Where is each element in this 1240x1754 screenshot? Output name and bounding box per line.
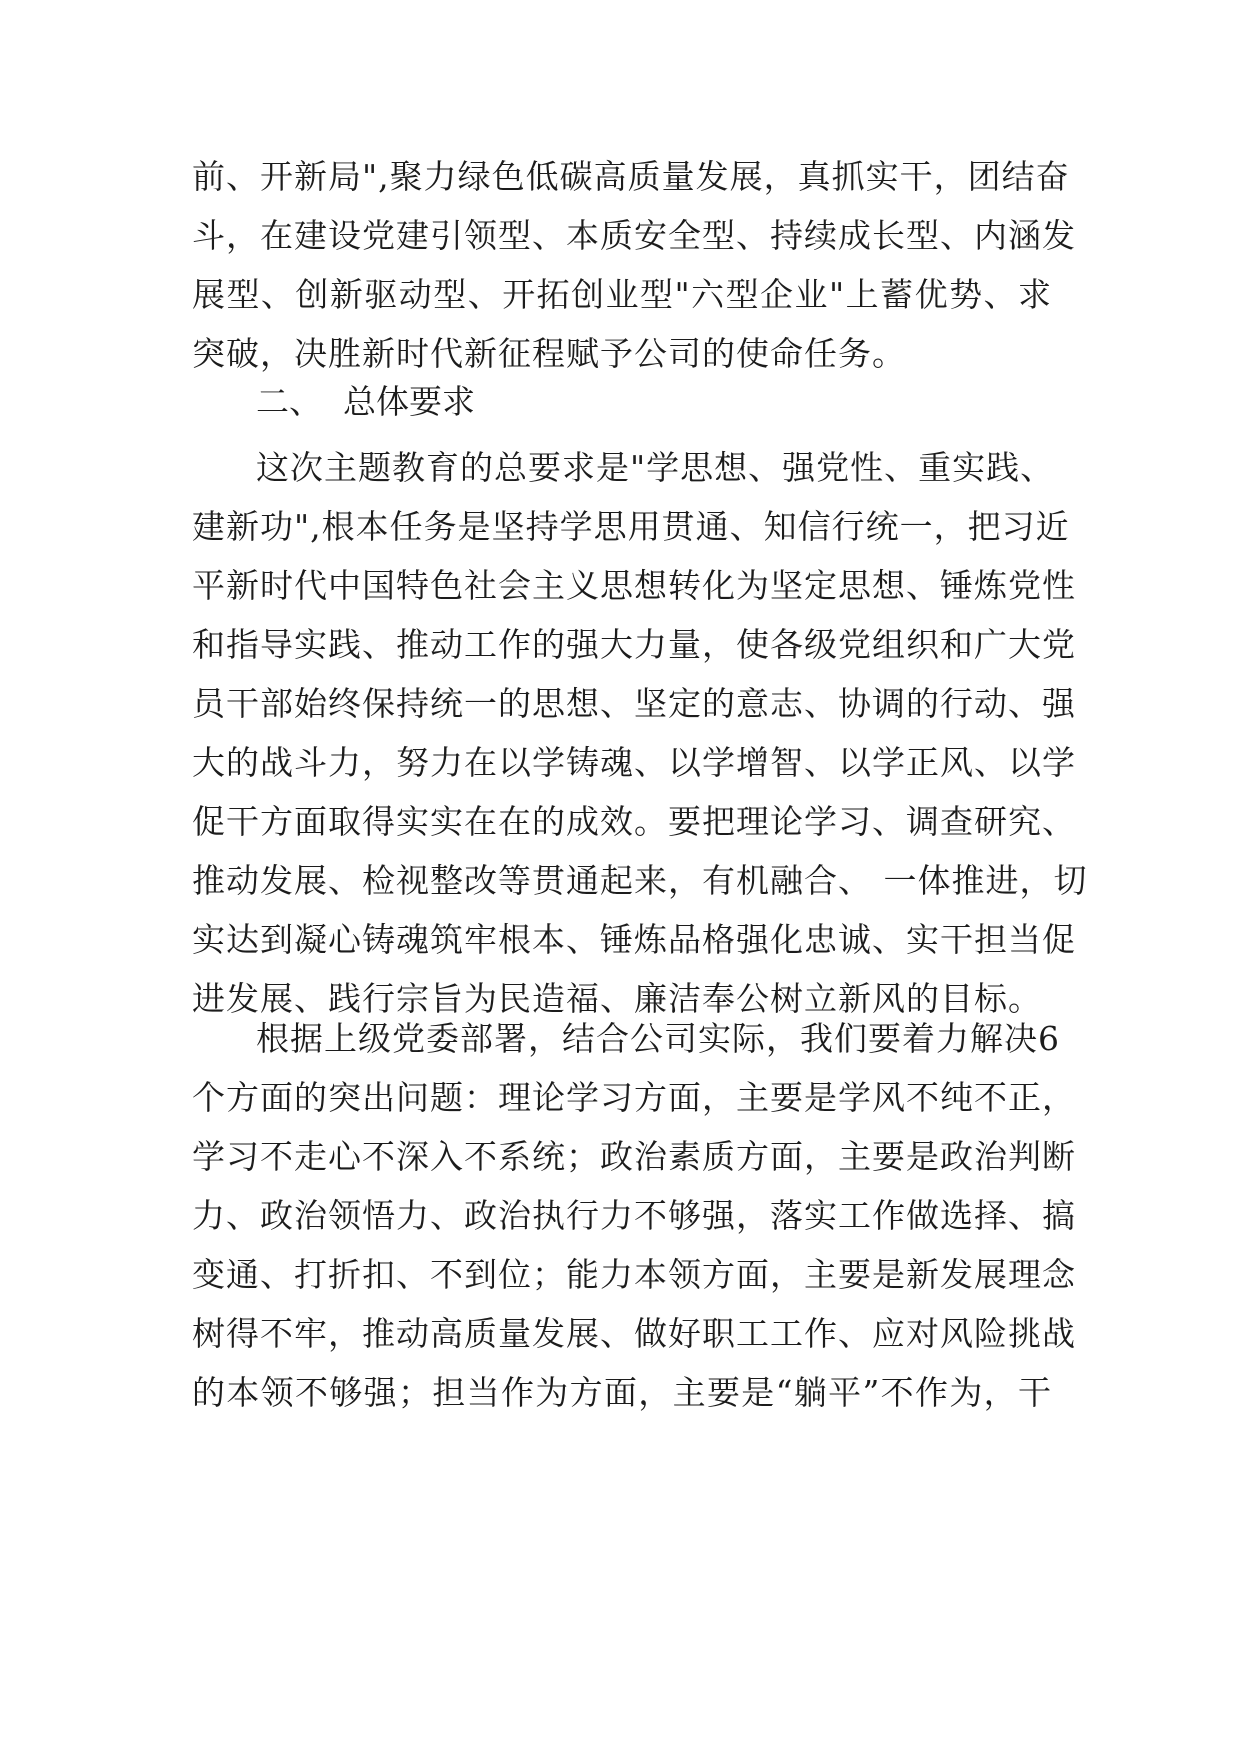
text-line: 实达到凝心铸魂筑牢根本、锤炼品格强化忠诚、实干担当促	[192, 920, 1076, 959]
text-line: 斗，在建设党建引领型、本质安全型、持续成长型、内涵发	[192, 216, 1076, 255]
text-line: 展型、创新驱动型、开拓创业型"六型企业"上蓄优势、求	[192, 275, 1052, 314]
text-line: 树得不牢，推动高质量发展、做好职工工作、应对风险挑战	[192, 1314, 1076, 1353]
text-line: 促干方面取得实实在在的成效。要把理论学习、调查研究、	[192, 802, 1076, 841]
text-line: 前、开新局",聚力绿色低碳高质量发展，真抓实干，团结奋	[192, 157, 1070, 196]
paragraph-continuation	[192, 147, 1076, 383]
text-line: 和指导实践、推动工作的强大力量，使各级党组织和广大党	[192, 625, 1076, 664]
text-line: 平新时代中国特色社会主义思想转化为坚定思想、锤炼党性	[192, 566, 1076, 605]
text-line: 进发展、践行宗旨为民造福、廉洁奉公树立新风的目标。	[192, 979, 1042, 1018]
text-line: 突破，决胜新时代新征程赋予公司的使命任务。	[192, 334, 906, 373]
text-line: 建新功",根本任务是坚持学思用贯通、知信行统一，把习近	[192, 507, 1070, 546]
section-heading: 二、 总体要求	[256, 382, 475, 421]
text-line: 学习不走心不深入不系统；政治素质方面，主要是政治判断	[192, 1137, 1076, 1176]
text-line: 这次主题教育的总要求是"学思想、强党性、重实践、	[256, 448, 1055, 487]
text-line: 力、政治领悟力、政治执行力不够强，落实工作做选择、搞	[192, 1196, 1076, 1235]
text-line: 推动发展、检视整改等贯通起来，有机融合、 一体推进，切	[192, 861, 1088, 900]
text-line: 员干部始终保持统一的思想、坚定的意志、协调的行动、强	[192, 684, 1076, 723]
paragraph-problems	[192, 1009, 1076, 1422]
text-line: 变通、打折扣、不到位；能力本领方面，主要是新发展理念	[192, 1255, 1076, 1294]
text-line: 个方面的突出问题：理论学习方面，主要是学风不纯不正，	[192, 1078, 1076, 1117]
section-heading-block	[192, 372, 1052, 431]
text-line: 大的战斗力，努力在以学铸魂、以学增智、以学正风、以学	[192, 743, 1076, 782]
text-line: 的本领不够强；担当作为方面，主要是“躺平”不作为，干	[192, 1373, 1052, 1412]
text-line: 根据上级党委部署，结合公司实际，我们要着力解决6	[256, 1019, 1060, 1058]
paragraph-requirements	[192, 438, 1088, 1028]
